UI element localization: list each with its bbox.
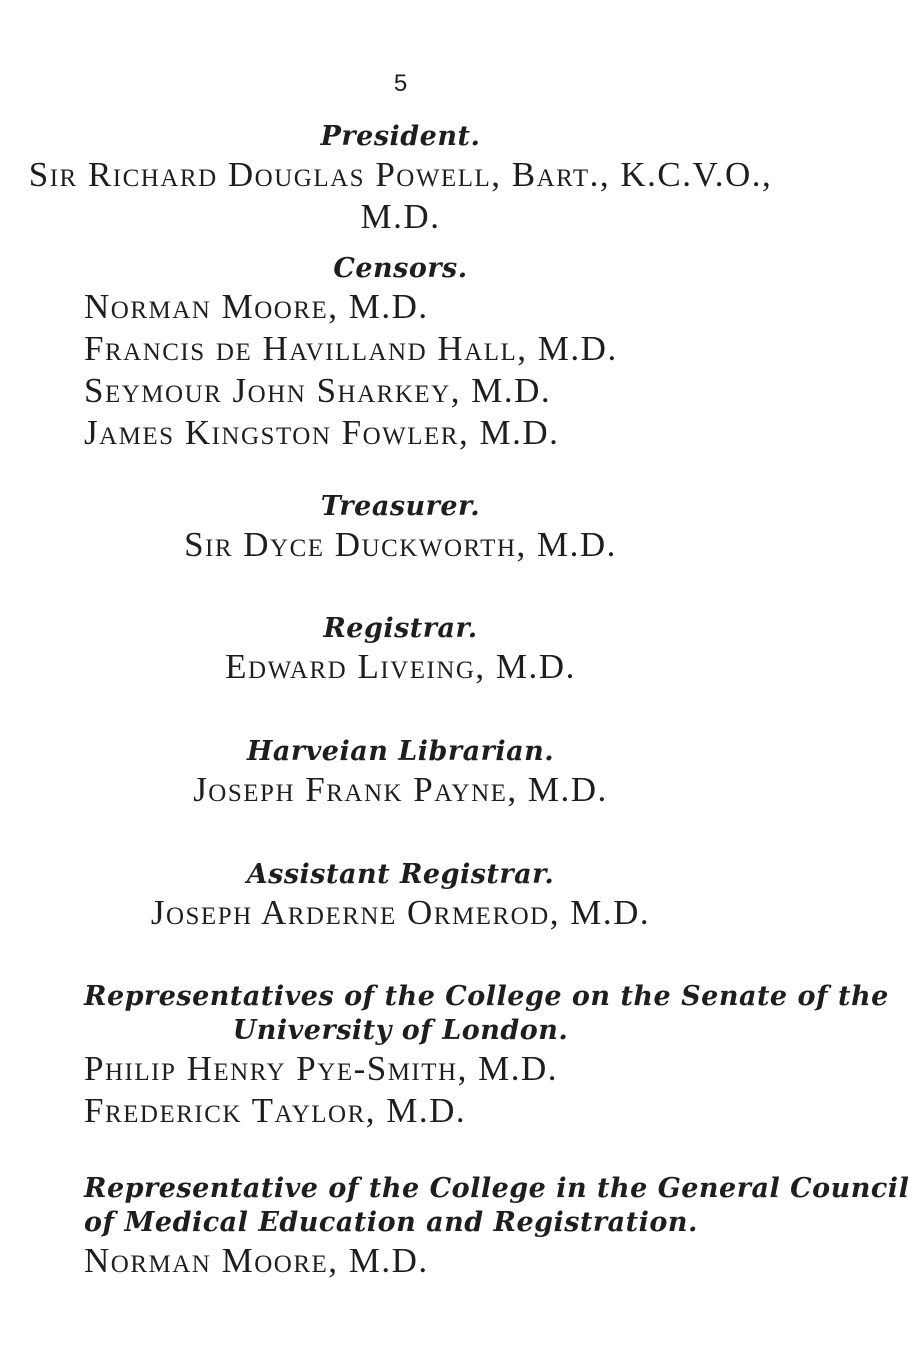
registrar-name: Edward Liveing, M.D. (225, 647, 576, 686)
assistant-registrar-section (0, 858, 801, 934)
harveian-librarian-section (0, 735, 801, 811)
treasurer-heading: Treasurer. (320, 491, 481, 522)
registrar-section (0, 612, 801, 688)
president-heading: President. (320, 121, 481, 152)
senate-representative-name: Philip Henry Pye-Smith, M.D. (84, 1049, 558, 1088)
censor-name: James Kingston Fowler, M.D. (84, 413, 560, 452)
council-representative-name: Norman Moore, M.D. (84, 1241, 429, 1280)
assistant-registrar-name: Joseph Arderne Ormerod, M.D. (150, 893, 651, 932)
censors-heading: Censors. (333, 253, 468, 284)
harveian-librarian-name: Joseph Frank Payne, M.D. (193, 770, 608, 809)
censors-section (0, 252, 801, 454)
president-name-line-2: M.D. (360, 197, 441, 236)
council-representative-section (0, 1172, 909, 1282)
censor-name: Norman Moore, M.D. (84, 287, 429, 326)
assistant-registrar-heading: Assistant Registrar. (246, 859, 555, 890)
treasurer-section (0, 490, 801, 566)
senate-representatives-heading-cont: University of London. (232, 1015, 569, 1046)
senate-representatives-section (0, 980, 889, 1132)
senate-representative-name: Frederick Taylor, M.D. (84, 1091, 467, 1130)
president-section (0, 120, 801, 238)
harveian-librarian-heading: Harveian Librarian. (246, 736, 555, 767)
president-name-line-1: Sir Richard Douglas Powell, Bart., K.C.V.O., (28, 155, 773, 194)
council-representative-heading-cont: of Medical Education and Registration. (84, 1207, 698, 1238)
registrar-heading: Registrar. (323, 613, 478, 644)
council-representative-heading: Representative of the College in the General Council (84, 1173, 909, 1204)
censor-name: Seymour John Sharkey, M.D. (84, 371, 552, 410)
senate-representatives-heading: Representatives of the College on the Senate of the (84, 981, 889, 1012)
page-number: 5 (393, 70, 408, 97)
censor-name: Francis de Havilland Hall, M.D. (84, 329, 618, 368)
treasurer-name: Sir Dyce Duckworth, M.D. (184, 525, 617, 564)
